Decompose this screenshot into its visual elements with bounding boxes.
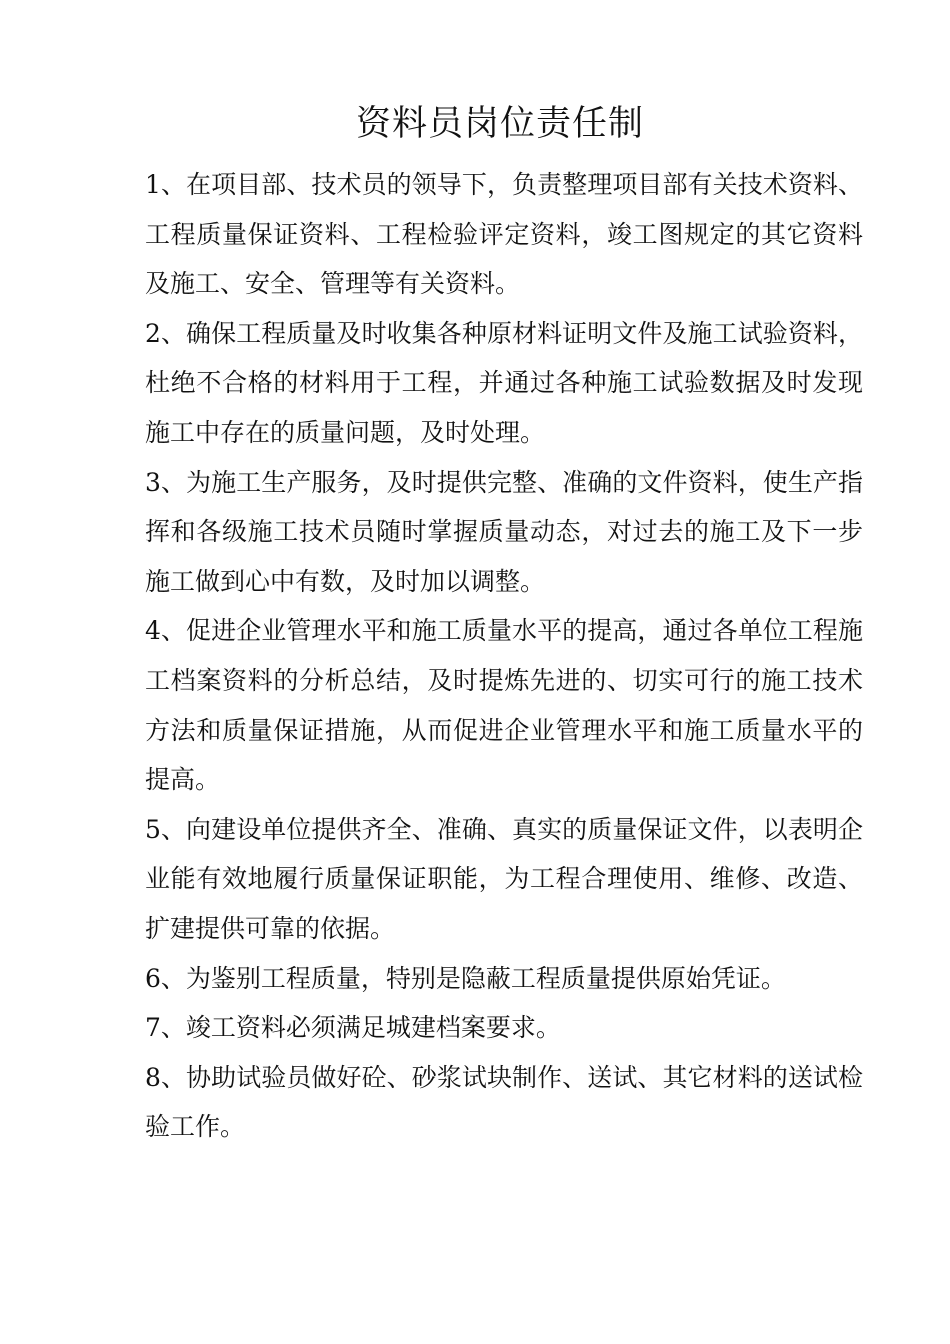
document-title: 资料员岗位责任制 — [355, 104, 644, 144]
paragraph-7: 7、竣工资料必须满足城建档案要求。 — [145, 1013, 561, 1043]
paragraph-8: 8、协助试验员做好砼、砂浆试块制作、送试、其它材料的送试检验工作。 — [145, 1062, 863, 1142]
paragraph-1: 1、在项目部、技术员的领导下，负责整理项目部有关技术资料、工程质量保证资料、工程检验评定资料，竣工图规定的其它资料及施工、安全、管理等有关资料。 — [145, 170, 863, 299]
paragraph-3: 3、为施工生产服务，及时提供完整、准确的文件资料，使生产指挥和各级施工技术员随时掌握质量动态，对过去的施工及下一步施工做到心中有数，及时加以调整。 — [145, 467, 863, 596]
paragraph-2: 2、确保工程质量及时收集各种原材料证明文件及施工试验资料，杜绝不合格的材料用于工程，并通过各种施工试验数据及时发现施工中存在的质量问题，及时处理。 — [145, 318, 863, 447]
paragraph-6: 6、为鉴别工程质量，特别是隐蔽工程质量提供原始凭证。 — [145, 963, 786, 993]
document-body — [145, 160, 863, 1152]
paragraph-5: 5、向建设单位提供齐全、准确、真实的质量保证文件，以表明企业能有效地履行质量保证职能，为工程合理使用、维修、改造、扩建提供可靠的依据。 — [145, 814, 863, 943]
paragraph-4: 4、促进企业管理水平和施工质量水平的提高，通过各单位工程施工档案资料的分析总结，及时提炼先进的、切实可行的施工技术方法和质量保证措施，从而促进企业管理水平和施工质量水平的提高。 — [145, 616, 863, 795]
